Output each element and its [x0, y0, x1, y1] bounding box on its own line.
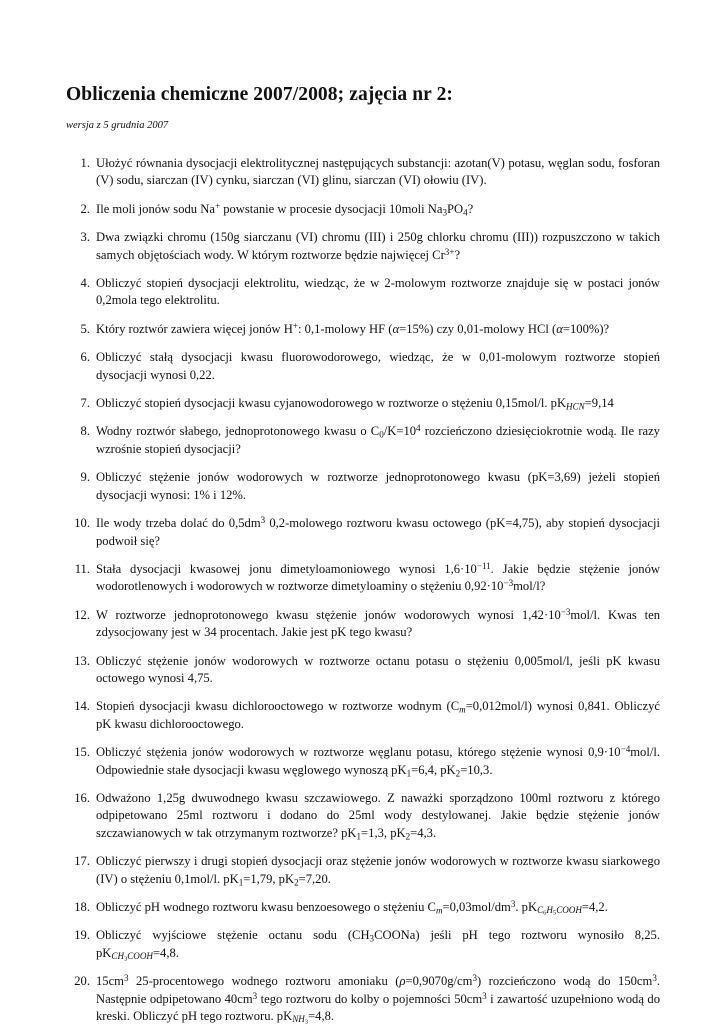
problem-item	[66, 201, 660, 218]
problem-item	[66, 653, 660, 688]
problem-number: 6.	[80, 350, 90, 365]
problem-text: Obliczyć stężenia jonów wodorowych w roztworze węglanu potasu, którego stężenie wynosi $0,9\cdot 10^{-4}mol/l$. Odpowiednie stałe dysocjacji kwasu węglowego wynoszą $pK_1=6,4$, $pK_2=10,3$.	[96, 744, 660, 778]
problem-item	[66, 423, 660, 458]
problem-text: Obliczyć pH wodnego roztworu kwasu benzoesowego o stężeniu $C_m=0,03mol/dm^3$. $pK_{C_6H_5COOH}=4,2$.	[96, 899, 608, 917]
problem-text: Obliczyć pierwszy i drugi stopień dysocjacji oraz stężenie jonów wodorowych w roztworze kwasu siarkowego (IV) o stężeniu 0,1mol/l. $pK_1=1,79$, $pK_2=7,20$.	[96, 854, 660, 887]
problem-number: 7.	[80, 396, 90, 411]
problem-item	[66, 321, 660, 338]
problem-item	[66, 229, 660, 264]
problem-text: Ile wody trzeba dolać do $0,5dm^3$ 0,2-molowego roztworu kwasu octowego (pK=4,75), aby stopień dysocjacji podwoił się?	[96, 515, 660, 548]
problem-item	[66, 515, 660, 550]
problem-number: 4.	[80, 276, 90, 291]
problem-number: 1.	[80, 156, 90, 170]
problem-text: Który roztwór zawiera więcej jonów H+: 0,1-molowy HF (α=15%) czy 0,01-molowy HCl (α=100%)?	[96, 321, 610, 336]
problem-number: 9.	[80, 470, 90, 485]
problem-text: Obliczyć stałą dysocjacji kwasu fluorowodorowego, wiedząc, że w 0,01-molowym roztworze stopień dysocjacji wynosi 0,22.	[96, 350, 660, 382]
problem-text: Obliczyć wyjściowe stężenie octanu sodu $(CH_3COONa)$ jeśli pH tego roztworu wynosiło 8,25. $pK_{CH_3COOH}=4,8$.	[96, 928, 660, 963]
problem-number: 2.	[80, 201, 90, 216]
problem-item	[66, 395, 660, 412]
problem-item	[66, 275, 660, 310]
problem-item	[66, 698, 660, 733]
problem-item	[66, 927, 660, 962]
problem-number: 8.	[80, 424, 90, 439]
problem-item	[66, 469, 660, 504]
problem-item	[66, 561, 660, 596]
problem-list	[66, 155, 660, 1036]
problem-number: 19.	[74, 928, 90, 943]
problem-text: Wodny roztwór słabego, jednoprotonowego kwasu o $C_0/K=10^4$ rozcieńczono dziesięciokrotnie wodą. Ile razy wzrośnie stopień dysocjacji?	[96, 423, 660, 456]
problem-item	[66, 790, 660, 842]
problem-text: Ułożyć równania dysocjacji elektrolitycznej następujących substancji: azotan(V) potasu, węglan sodu, fosforan (V) sodu, siarczan (IV) cynku, siarczan (VI) glinu, siarczan (VI) ołowiu (IV).	[96, 156, 660, 188]
problem-text: $15cm^3$ 25-procentowego wodnego roztworu amoniaku $(\rho=0,9070g/cm^3)$ rozcieńczono wodą do $150cm^3$. Następnie odpipetowano $40cm^3$ tego roztworu do kolby o pojemności $50cm^3$ i zawartość uzupełniono wodą do kreski. Obliczyć pH tego roztworu. $pK_{NH_3}=4,8$.	[96, 973, 660, 1026]
problem-text: Ile moli jonów sodu Na+ powstanie w procesie dysocjacji 10moli $Na_3PO_4$?	[96, 201, 474, 218]
problem-text: Stała dysocjacji kwasowej jonu dimetyloamoniowego wynosi $1,6\cdot 10^{-11}$. Jakie będzie stężenie jonów wodorotlenowych i wodorowych w roztworze dimetyloaminy o stężeniu $0,92\cdot 10^{-3}mol/l$?	[96, 561, 660, 594]
problem-number: 11.	[74, 561, 90, 576]
problem-number: 3.	[80, 230, 90, 245]
problem-number: 18.	[74, 900, 90, 914]
problem-item	[66, 853, 660, 888]
problem-item	[66, 349, 660, 384]
problem-number: 12.	[74, 607, 90, 622]
problem-number: 14.	[74, 699, 90, 714]
problem-text: Odważono 1,25g dwuwodnego kwasu szczawiowego. Z naważki sporządzono 100ml roztworu z którego odpipetowano 25ml roztworu i dodano do 25ml wody destylowanej. Jakie będzie stężenie jonów szczawianowych w tak otrzymanym roztworze? $pK_1=1,3$, $pK_2=4,3$.	[96, 790, 660, 842]
problem-number: 20.	[74, 974, 90, 989]
problem-text: Obliczyć stężenie jonów wodorowych w roztworze jednoprotonowego kwasu (pK=3,69) jeżeli stopień dysocjacji wynosi: 1% i 12%.	[96, 470, 660, 502]
problem-text: Obliczyć stężenie jonów wodorowych w roztworze octanu potasu o stężeniu 0,005mol/l, jeśli pK kwasu octowego wynosi 4,75.	[96, 653, 660, 685]
problem-number: 16.	[74, 790, 90, 805]
problem-text: Stopień dysocjacji kwasu dichlorooctowego w roztworze wodnym $(C_m=0,012mol/l)$ wynosi 0,841. Obliczyć pK kwasu dichlorooctowego.	[96, 699, 660, 731]
problem-number: 13.	[74, 653, 90, 668]
page-title: Obliczenia chemiczne 2007/2008; zajęcia nr 2:	[66, 84, 454, 105]
problem-number: 17.	[74, 854, 90, 869]
problem-text: Obliczyć stopień dysocjacji kwasu cyjanowodorowego w roztworze o stężeniu 0,15mol/l. $pK_{HCN}=9,14$	[96, 396, 614, 412]
problem-text: Obliczyć stopień dysocjacji elektrolitu, wiedząc, że w 2-molowym roztworze znajduje się w postaci jonów 0,2mola tego elektrolitu.	[96, 276, 660, 308]
problem-number: 5.	[80, 321, 90, 336]
problem-item	[66, 155, 660, 190]
problem-item	[66, 607, 660, 642]
problem-number: 10.	[74, 516, 90, 531]
version-note: wersja z 5 grudnia 2007	[66, 120, 169, 131]
problem-item	[66, 899, 660, 916]
problem-number: 15.	[74, 745, 90, 760]
problem-text: W roztworze jednoprotonowego kwasu stężenie jonów wodorowych wynosi $1,42\cdot 10^{-3}mol/l$. Kwas ten zdysocjowany jest w 34 procentach. Jakie jest pK tego kwasu?	[96, 606, 660, 640]
problem-text: Dwa związki chromu (150g siarczanu (VI) chromu (III) i 250g chlorku chromu (III)) rozpuszczono w takich samych objętościach wody. W którym roztworze będzie najwięcej $Cr^{3+}$?	[96, 230, 660, 262]
problem-item	[66, 744, 660, 779]
problem-item	[66, 973, 660, 1025]
